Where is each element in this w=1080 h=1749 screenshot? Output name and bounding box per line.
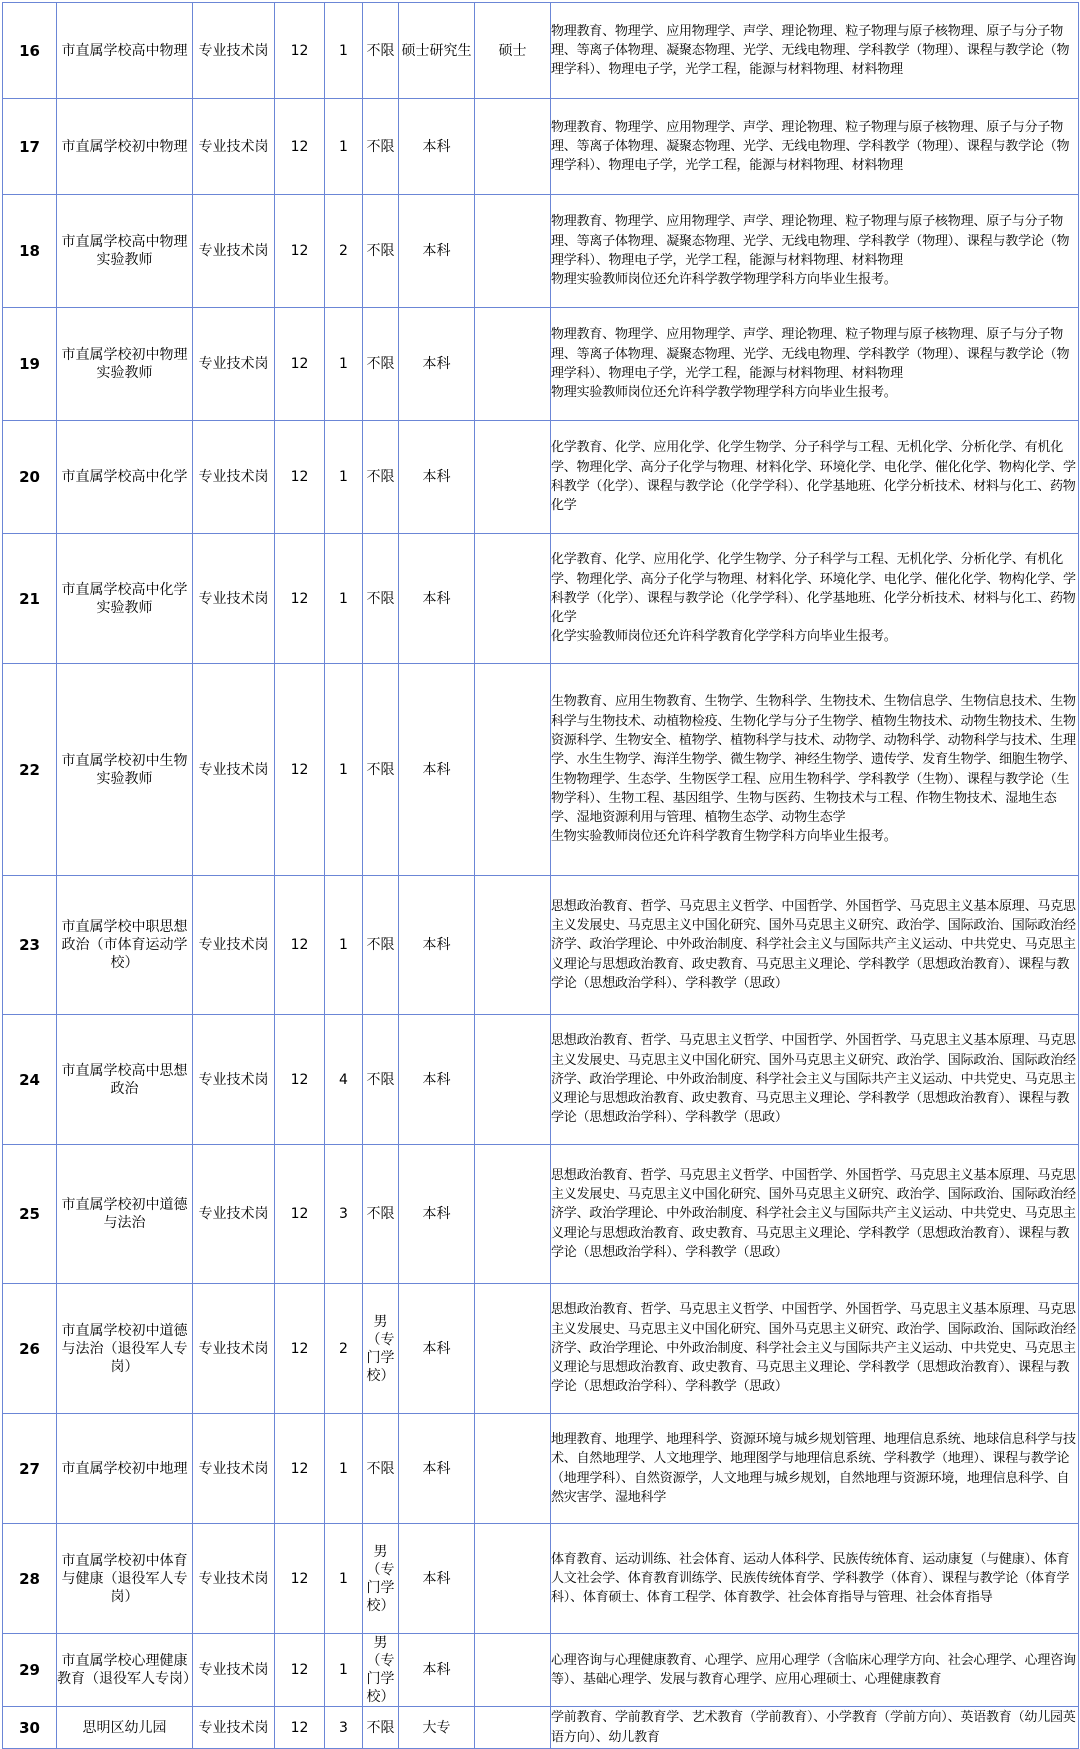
education-requirement: 本科 [399,1414,475,1524]
position-type: 专业技术岗 [193,534,275,664]
hire-count: 1 [325,1634,363,1707]
education-requirement: 本科 [399,876,475,1015]
position-level: 12 [275,1634,325,1707]
major-list: 化学教育、化学、应用化学、化学生物学、分子科学与工程、无机化学、分析化学、有机化学、物理化学、高分子化学与物理、材料化学、环境化学、电化学、催化化学、物构化学、学科教学（化学）、课程与教学论（化学学科）、化学基地班、化学分析技术、材料与化工、药物化学 [551,440,1076,514]
gender-requirement: 不限 [363,195,399,308]
position-type: 专业技术岗 [193,664,275,876]
major-note: 生物实验教师岗位还允许科学教育生物学科方向毕业生报考。 [551,829,897,845]
position-name: 市直属学校初中物理 [57,99,193,195]
position-type: 专业技术岗 [193,99,275,195]
position-level: 12 [275,308,325,421]
table-row [3,1634,1079,1707]
table-row [3,1414,1079,1524]
gender-requirement: 不限 [363,1015,399,1145]
table-row [3,1145,1079,1284]
hire-count: 1 [325,3,363,99]
hire-count: 1 [325,876,363,1015]
education-requirement: 硕士研究生 [399,3,475,99]
hire-count: 1 [325,534,363,664]
table-row [3,1707,1079,1749]
position-level: 12 [275,195,325,308]
position-name: 思明区幼儿园 [57,1707,193,1749]
education-requirement: 本科 [399,195,475,308]
major-list: 物理教育、物理学、应用物理学、声学、理论物理、粒子物理与原子核物理、原子与分子物理、等离子体物理、凝聚态物理、光学、无线电物理、学科教学（物理）、课程与教学论（物理学科）、物理电子学，光学工程，能源与材料物理、材料物理 [551,23,1070,78]
education-requirement: 本科 [399,534,475,664]
major-list: 物理教育、物理学、应用物理学、声学、理论物理、粒子物理与原子核物理、原子与分子物理、等离子体物理、凝聚态物理、光学、无线电物理、学科教学（物理）、课程与教学论（物理学科）、物理电子学，光学工程，能源与材料物理、材料物理 [551,119,1070,174]
position-level: 12 [275,534,325,664]
table-row [3,1015,1079,1145]
major-list: 物理教育、物理学、应用物理学、声学、理论物理、粒子物理与原子核物理、原子与分子物理、等离子体物理、凝聚态物理、光学、无线电物理、学科教学（物理）、课程与教学论（物理学科）、物理电子学，光学工程，能源与材料物理、材料物理 [551,214,1070,268]
position-type: 专业技术岗 [193,1524,275,1634]
major-list: 体育教育、运动训练、社会体育、运动人体科学、民族传统体育、运动康复（与健康）、体育人文社会学、体育教育训练学、民族传统体育学、学科教学（体育）、课程与教学论（体育学科）、体育硕士、体育工程学、体育教学、社会体育指导与管理、社会体育指导 [551,1551,1070,1606]
education-requirement: 本科 [399,1145,475,1284]
major-list: 心理咨询与心理健康教育、心理学、应用心理学（含临床心理学方向、社会心理学、心理咨询等）、基础心理学、发展与教育心理学、应用心理硕士、心理健康教育 [551,1652,1076,1687]
gender-requirement: 不限 [363,99,399,195]
major-requirement [551,1707,1079,1749]
major-note: 物理实验教师岗位还允许科学教学物理学科方向毕业生报考。 [551,385,897,401]
row-number: 27 [3,1414,57,1524]
position-level: 12 [275,1524,325,1634]
table-row [3,99,1079,195]
major-list: 地理教育、地理学、地理科学、资源环境与城乡规划管理、地理信息系统、地球信息科学与技术、自然地理学、人文地理学、地理图学与地理信息系统、学科教学（地理）、课程与教学论（地理学科）、自然资源学，人文地理与城乡规划，自然地理与资源环境，地理信息科学、自然灾害学、湿地科学 [551,1431,1076,1505]
row-number: 28 [3,1524,57,1634]
position-type: 专业技术岗 [193,1284,275,1414]
education-requirement: 本科 [399,1284,475,1414]
row-number: 26 [3,1284,57,1414]
major-requirement [551,3,1079,99]
table-row [3,308,1079,421]
major-requirement [551,534,1079,664]
degree-requirement [475,308,551,421]
gender-requirement: 不限 [363,1145,399,1284]
position-name: 市直属学校高中化学 [57,421,193,534]
position-level: 12 [275,421,325,534]
degree-requirement [475,876,551,1015]
position-name: 市直属学校初中道德与法治（退役军人专岗） [57,1284,193,1414]
row-number: 20 [3,421,57,534]
education-requirement: 本科 [399,1015,475,1145]
hire-count: 2 [325,1284,363,1414]
gender-requirement: 不限 [363,308,399,421]
row-number: 24 [3,1015,57,1145]
row-number: 30 [3,1707,57,1749]
position-name: 市直属学校高中思想政治 [57,1015,193,1145]
hire-count: 1 [325,1414,363,1524]
gender-requirement: 男（专门学校） [363,1634,399,1707]
position-level: 12 [275,99,325,195]
table-row [3,534,1079,664]
table-row [3,421,1079,534]
table-row [3,195,1079,308]
degree-requirement: 硕士 [475,3,551,99]
row-number: 21 [3,534,57,664]
major-list: 思想政治教育、哲学、马克思主义哲学、中国哲学、外国哲学、马克思主义基本原理、马克思主义发展史、马克思主义中国化研究、国外马克思主义研究、政治学、国际政治、国际政治经济学、政治学理论、中外政治制度、科学社会主义与国际共产主义运动、中共党史、马克思主义理论与思想政治教育、政史教育、马克思主义理论、学科教学（思想政治教育）、课程与教学论（思想政治学科）、学科教学（思政） [551,1302,1076,1395]
gender-requirement: 男（专门学校） [363,1284,399,1414]
degree-requirement [475,1707,551,1749]
major-list: 生物教育、应用生物教育、生物学、生物科学、生物技术、生物信息学、生物信息技术、生物科学与生物技术、动植物检疫、生物化学与分子生物学、植物生物技术、动物生物技术、生物资源科学、生物安全、植物学、植物科学与技术、动物学、动物科学、动物科学与技术、生理学、水生生物学、海洋生物学、微生物学、神经生物学、遗传学、发育生物学、细胞生物学、生物物理学、生态学、生物医学工程、应用生物科学、学科教学（生物）、课程与教学论（生物学科）、生物工程、基因组学、生物与医药、生物技术与工程、作物生物技术、湿地生态学、湿地资源利用与管理、植物生态学、动物生态学 [551,694,1076,826]
major-requirement [551,1284,1079,1414]
position-level: 12 [275,1284,325,1414]
major-requirement [551,1015,1079,1145]
degree-requirement [475,421,551,534]
table-row [3,1284,1079,1414]
position-type: 专业技术岗 [193,1634,275,1707]
table-row [3,1524,1079,1634]
position-type: 专业技术岗 [193,308,275,421]
position-type: 专业技术岗 [193,1145,275,1284]
education-requirement: 本科 [399,421,475,534]
hire-count: 1 [325,99,363,195]
major-list: 思想政治教育、哲学、马克思主义哲学、中国哲学、外国哲学、马克思主义基本原理、马克思主义发展史、马克思主义中国化研究、国外马克思主义研究、政治学、国际政治、国际政治经济学、政治学理论、中外政治制度、科学社会主义与国际共产主义运动、中共党史、马克思主义理论与思想政治教育、政史教育、马克思主义理论、学科教学（思想政治教育）、课程与教学论（思想政治学科）、学科教学（思政） [551,898,1076,991]
major-list: 思想政治教育、哲学、马克思主义哲学、中国哲学、外国哲学、马克思主义基本原理、马克思主义发展史、马克思主义中国化研究、国外马克思主义研究、政治学、国际政治、国际政治经济学、政治学理论、中外政治制度、科学社会主义与国际共产主义运动、中共党史、马克思主义理论与思想政治教育、政史教育、马克思主义理论、学科教学（思想政治教育）、课程与教学论（思想政治学科）、学科教学（思政） [551,1033,1076,1126]
table-row [3,3,1079,99]
position-name: 市直属学校初中道德与法治 [57,1145,193,1284]
hire-count: 3 [325,1707,363,1749]
hire-count: 4 [325,1015,363,1145]
major-requirement [551,1414,1079,1524]
education-requirement: 本科 [399,1634,475,1707]
position-name: 市直属学校心理健康教育（退役军人专岗） [57,1634,193,1707]
row-number: 22 [3,664,57,876]
education-requirement: 本科 [399,99,475,195]
position-name: 市直属学校初中地理 [57,1414,193,1524]
position-name: 市直属学校初中体育与健康（退役军人专岗） [57,1524,193,1634]
table-body [3,3,1079,1749]
major-list: 学前教育、学前教育学、艺术教育（学前教育）、小学教育（学前方向）、英语教育（幼儿园英语方向）、幼儿教育 [551,1710,1076,1745]
position-type: 专业技术岗 [193,1015,275,1145]
position-level: 12 [275,1414,325,1524]
gender-requirement: 不限 [363,3,399,99]
row-number: 19 [3,308,57,421]
education-requirement: 大专 [399,1707,475,1749]
hire-count: 1 [325,664,363,876]
hire-count: 1 [325,1524,363,1634]
position-type: 专业技术岗 [193,1414,275,1524]
position-name: 市直属学校初中物理实验教师 [57,308,193,421]
gender-requirement: 不限 [363,534,399,664]
job-positions-table [2,2,1079,1749]
position-name: 市直属学校中职思想政治（市体育运动学校） [57,876,193,1015]
major-requirement [551,876,1079,1015]
degree-requirement [475,99,551,195]
degree-requirement [475,195,551,308]
degree-requirement [475,664,551,876]
degree-requirement [475,534,551,664]
position-level: 12 [275,1707,325,1749]
degree-requirement [475,1414,551,1524]
position-name: 市直属学校高中物理实验教师 [57,195,193,308]
gender-requirement: 不限 [363,876,399,1015]
position-level: 12 [275,1145,325,1284]
gender-requirement: 男（专门学校） [363,1524,399,1634]
education-requirement: 本科 [399,1524,475,1634]
major-requirement [551,1634,1079,1707]
hire-count: 2 [325,195,363,308]
table-row [3,664,1079,876]
degree-requirement [475,1284,551,1414]
position-level: 12 [275,876,325,1015]
major-requirement [551,421,1079,534]
position-name: 市直属学校高中物理 [57,3,193,99]
major-list: 物理教育、物理学、应用物理学、声学、理论物理、粒子物理与原子核物理、原子与分子物理、等离子体物理、凝聚态物理、光学、无线电物理、学科教学（物理）、课程与教学论（物理学科）、物理电子学，光学工程，能源与材料物理、材料物理 [551,327,1070,381]
education-requirement: 本科 [399,308,475,421]
row-number: 17 [3,99,57,195]
education-requirement: 本科 [399,664,475,876]
major-requirement [551,308,1079,421]
hire-count: 1 [325,308,363,421]
position-type: 专业技术岗 [193,421,275,534]
gender-requirement: 不限 [363,421,399,534]
major-requirement [551,99,1079,195]
major-note: 物理实验教师岗位还允许科学教学物理学科方向毕业生报考。 [551,272,897,288]
position-type: 专业技术岗 [193,876,275,1015]
hire-count: 1 [325,421,363,534]
position-level: 12 [275,3,325,99]
major-note: 化学实验教师岗位还允许科学教育化学学科方向毕业生报考。 [551,629,897,645]
row-number: 18 [3,195,57,308]
position-type: 专业技术岗 [193,3,275,99]
position-level: 12 [275,1015,325,1145]
row-number: 25 [3,1145,57,1284]
position-type: 专业技术岗 [193,1707,275,1749]
position-name: 市直属学校高中化学实验教师 [57,534,193,664]
major-list: 化学教育、化学、应用化学、化学生物学、分子科学与工程、无机化学、分析化学、有机化学、物理化学、高分子化学与物理、材料化学、环境化学、电化学、催化化学、物构化学、学科教学（化学）、课程与教学论（化学学科）、化学基地班、化学分析技术、材料与化工、药物化学 [551,552,1076,626]
major-requirement [551,195,1079,308]
gender-requirement: 不限 [363,1414,399,1524]
position-level: 12 [275,664,325,876]
position-name: 市直属学校初中生物实验教师 [57,664,193,876]
major-requirement [551,664,1079,876]
degree-requirement [475,1524,551,1634]
degree-requirement [475,1634,551,1707]
hire-count: 3 [325,1145,363,1284]
major-list: 思想政治教育、哲学、马克思主义哲学、中国哲学、外国哲学、马克思主义基本原理、马克思主义发展史、马克思主义中国化研究、国外马克思主义研究、政治学、国际政治、国际政治经济学、政治学理论、中外政治制度、科学社会主义与国际共产主义运动、中共党史、马克思主义理论与思想政治教育、政史教育、马克思主义理论、学科教学（思想政治教育）、课程与教学论（思想政治学科）、学科教学（思政） [551,1167,1076,1260]
gender-requirement: 不限 [363,664,399,876]
degree-requirement [475,1145,551,1284]
position-type: 专业技术岗 [193,195,275,308]
major-requirement [551,1524,1079,1634]
degree-requirement [475,1015,551,1145]
gender-requirement: 不限 [363,1707,399,1749]
table-row [3,876,1079,1015]
row-number: 23 [3,876,57,1015]
row-number: 29 [3,1634,57,1707]
major-requirement [551,1145,1079,1284]
row-number: 16 [3,3,57,99]
